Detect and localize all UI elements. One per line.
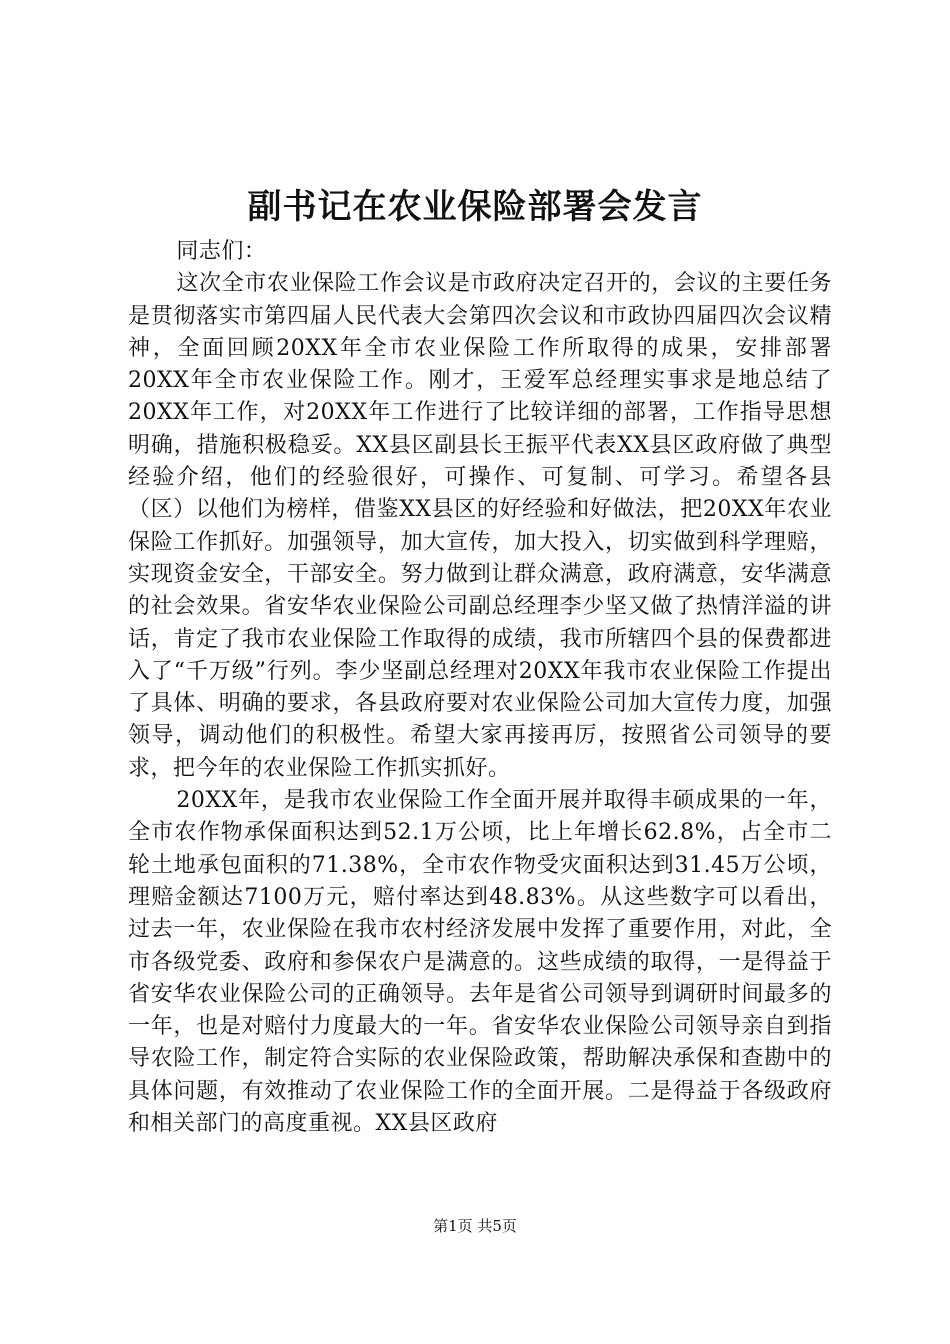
paragraph-2: 20XX年，是我市农业保险工作全面开展并取得丰硕成果的一年，全市农作物承保面积达到52.1万公顷，比上年增长62.8%，占全市二轮土地承包面积的71.38%，全市农作物受灾面积达到31.45万公顷，理赔金额达7100万元，赔付率达到48.83%。从这些数字可以看出，过去一年，农业保险在我市农村经济发展中发挥了重要作用，对此，全市各级党委、政府和参保农户是满意的。这些成绩的取得，一是得益于省安华农业保险公司的正确领导。去年是省公司领导到调研时间最多的一年，也是对赔付力度最大的一年。省安华农业保险公司领导亲自到指导农险工作，制定符合实际的农业保险政策，帮助解决承保和查勘中的具体问题，有效推动了农业保险工作的全面开展。二是得益于各级政府和相关部门的高度重视。XX县区政府	[128, 788, 832, 1137]
document-body	[128, 236, 832, 1140]
page-number: 第1页 共5页	[433, 1217, 517, 1235]
page-footer	[0, 1216, 950, 1236]
document-title: 副书记在农业保险部署会发言	[247, 187, 703, 227]
paragraph-1: 这次全市农业保险工作会议是市政府决定召开的，会议的主要任务是贯彻落实市第四届人民代表大会第四次会议和市政协四届四次会议精神，全面回顾20XX年全市农业保险工作所取得的成果，安排部署20XX年全市农业保险工作。刚才，王爱军总经理实事求是地总结了20XX年工作，对20XX年工作进行了比较详细的部署，工作指导思想明确，措施积极稳妥。XX县区副县长王振平代表XX县区政府做了典型经验介绍，他们的经验很好，可操作、可复制、可学习。希望各县（区）以他们为榜样，借鉴XX县区的好经验和好做法，把20XX年农业保险工作抓好。加强领导，加大宣传，加大投入，切实做到科学理赔，实现资金安全，干部安全。努力做到让群众满意，政府满意，安华满意的社会效果。省安华农业保险公司副总经理李少坚又做了热情洋溢的讲话，肯定了我市农业保险工作取得的成绩，我市所辖四个县的保费都进入了“千万级”行列。李少坚副总经理对20XX年我市农业保险工作提出了具体、明确的要求，各县政府要对农业保险公司加大宣传力度，加强领导，调动他们的积极性。希望大家再接再厉，按照省公司领导的要求，把今年的农业保险工作抓实抓好。	[128, 271, 832, 781]
salutation: 同志们：	[176, 239, 267, 264]
